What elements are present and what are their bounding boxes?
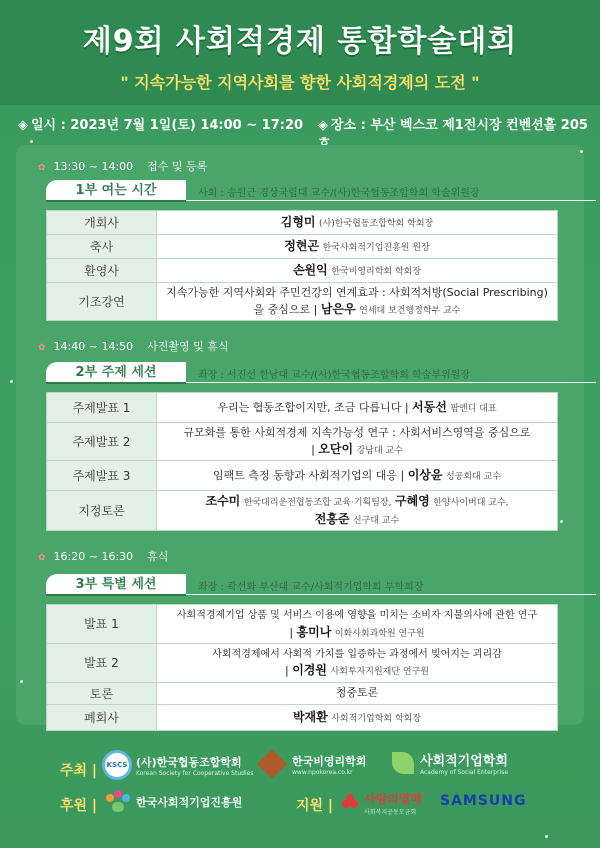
role-cell: 토론 — [47, 682, 157, 704]
session-badge: 1부 여는 시간 — [46, 180, 186, 202]
diamond-icon: ◈ — [18, 118, 28, 133]
snow-dot — [10, 380, 13, 383]
content-cell — [157, 259, 558, 283]
talk-topic: 우리는 협동조합이지만, 조금 다릅니다 | — [217, 400, 413, 414]
schedule-label: 휴식 — [147, 550, 169, 563]
role-cell: 주제발표 2 — [47, 423, 157, 461]
speaker-name: 정현곤 — [284, 238, 320, 253]
talk-topic-cont: 을 중심으로 | — [253, 302, 321, 316]
talk-topic: 임팩트 측정 동향과 사회적기업의 대응 | — [212, 469, 408, 483]
samsung-logo: SAMSUNG — [440, 793, 527, 809]
table-row — [47, 461, 558, 491]
table-row — [47, 704, 558, 730]
snow-dot — [560, 520, 563, 523]
schedule-time: 14:40 ~ 14:50 — [53, 340, 134, 353]
table-row — [47, 393, 558, 423]
speaker-affiliation: 강남대 교수 — [356, 445, 403, 456]
table-row — [47, 259, 558, 283]
schedule-item — [38, 338, 229, 354]
kscs-icon: KSCS — [102, 750, 132, 780]
chest-sub: 사회복지공동모금회 — [364, 809, 417, 816]
schedule-time: 16:20 ~ 16:30 — [53, 550, 134, 563]
divider — [186, 200, 596, 201]
page-subtitle: " 지속가능한 지역사회를 향한 사회적경제의 도전 " — [120, 73, 480, 92]
se-logo — [392, 750, 508, 776]
speaker-affiliation: 팜앤디 대표 — [450, 403, 497, 414]
speaker-affiliation: 한국사회적기업진흥원 원장 — [322, 242, 430, 253]
speaker-name: 김형미 — [280, 214, 316, 229]
speaker-affiliation: 사회투자지원재단 연구원 — [330, 667, 429, 678]
role-cell: 발표 1 — [47, 605, 157, 644]
speaker-name: 조수미 — [205, 494, 241, 509]
speaker-affiliation: 사회적기업학회 학회장 — [331, 713, 422, 724]
content-cell — [157, 423, 558, 461]
event-date — [18, 114, 303, 133]
speaker-affiliation: 한국비영리학회 학회장 — [331, 266, 422, 277]
speaker-name: 박재환 — [292, 709, 328, 724]
content-cell — [157, 643, 558, 682]
sponsor-label: 후원 | — [60, 798, 98, 814]
snow-dot — [545, 835, 548, 838]
speaker-affiliation: (사)한국협동조합학회 학회장 — [319, 218, 434, 229]
chest-name: 사랑의열매 — [364, 792, 422, 806]
snow-dot — [20, 680, 23, 683]
fruit-icon — [342, 794, 360, 812]
session-table — [46, 604, 558, 731]
table-row — [47, 682, 558, 704]
role-cell: 폐회사 — [47, 704, 157, 730]
content-cell — [157, 605, 558, 644]
npo-sub: www.npokorea.co.kr — [292, 768, 353, 776]
speaker-name: 서동선 — [412, 399, 447, 414]
content-cell — [157, 704, 558, 730]
schedule-label: 접수 및 등록 — [147, 160, 208, 173]
role-cell: 축사 — [47, 235, 157, 259]
talk-topic: 사회적경제에서 사회적 가치를 입증하는 과정에서 빚어지는 괴리감 — [212, 648, 502, 660]
content-cell — [157, 211, 558, 235]
event-place-text: 장소 : 부산 벡스코 제1전시장 컨벤션홀 205 — [331, 118, 588, 133]
leaf-icon — [392, 752, 414, 774]
speaker-name: 이경원 — [292, 663, 327, 678]
speaker-name: 오단이 — [318, 441, 354, 456]
speaker-name: 손원익 — [292, 262, 328, 277]
header-band — [0, 0, 600, 105]
talk-topic-cont: | — [285, 664, 293, 678]
snow-dot — [30, 140, 33, 143]
role-cell: 발표 2 — [47, 643, 157, 682]
session-table — [46, 210, 558, 321]
divider — [186, 594, 596, 595]
speaker-affiliation: 연세대 보건행정학부 교수 — [359, 305, 461, 316]
flower-icon: ✿ — [38, 553, 46, 563]
page-title: 제9회 사회적경제 통합학술대회 — [82, 24, 518, 59]
npo-logo — [258, 750, 366, 778]
content-cell — [157, 235, 558, 259]
speaker-affiliation: 신구대 교수 — [352, 515, 400, 526]
content-cell — [157, 682, 558, 704]
session-table — [46, 392, 558, 531]
speaker-affiliation: 한양사이버대 교수, — [433, 498, 509, 509]
kosea-name: 한국사회적기업진흥원 — [136, 796, 243, 809]
session-badge: 3부 특별 세션 — [46, 574, 186, 596]
chest-logo — [342, 790, 422, 816]
talk-topic: 청중토론 — [335, 686, 379, 700]
support-label: 지원 | — [296, 798, 334, 814]
role-cell: 주제발표 1 — [47, 393, 157, 423]
speaker-name: 구혜영 — [394, 494, 430, 509]
table-row — [47, 235, 558, 259]
speaker-affiliation: 이화사회과학원 연구원 — [334, 628, 425, 639]
speaker-name: 남은우 — [320, 301, 356, 316]
table-row — [47, 283, 558, 321]
event-date-text: 일시 : 2023년 7월 1일(토) 14:00 ~ 17:20 — [31, 118, 304, 133]
speaker-name: 이상윤 — [407, 468, 443, 483]
content-cell — [157, 461, 558, 491]
role-cell: 환영사 — [47, 259, 157, 283]
role-cell: 지정토론 — [47, 491, 157, 531]
host-label: 주최 | — [60, 763, 98, 779]
flower-icon: ✿ — [38, 343, 46, 353]
talk-topic: 지속가능한 지역사회와 주민건강의 연계효과 : 사회적처방(Social Prescribing) — [166, 286, 548, 299]
diamond-icon: ◈ — [318, 118, 328, 133]
se-name: 사회적기업학회 — [420, 754, 508, 769]
kosea-logo — [106, 790, 242, 814]
schedule-item — [38, 158, 207, 174]
role-cell: 기조강연 — [47, 283, 157, 321]
schedule-item — [38, 548, 168, 564]
content-cell — [157, 283, 558, 321]
schedule-time: 13:30 ~ 14:00 — [53, 160, 134, 173]
session-badge: 2부 주제 세션 — [46, 362, 186, 384]
se-sub: Academy of Social Enterprise — [420, 769, 509, 776]
content-cell — [157, 491, 558, 531]
talk-topic: 규모화를 통한 사회적경제 지속가능성 연구 : 사회서비스영역을 중심으로 — [183, 426, 531, 439]
divider — [186, 382, 596, 383]
kscs-logo — [102, 750, 253, 780]
speaker-affiliation: 한국대리운전협동조합 교육·기획팀장, — [243, 498, 392, 509]
role-cell: 주제발표 3 — [47, 461, 157, 491]
schedule-label: 사진촬영 및 휴식 — [147, 340, 229, 353]
content-cell — [157, 393, 558, 423]
table-row — [47, 211, 558, 235]
session-chair: 사회 : 송원근 경상국립대 교수/(사)한국협동조합학회 학술위원장 — [198, 188, 480, 199]
session-chair: 좌장 : 서진선 한남대 교수/(사)한국협동조합학회 학술부위원장 — [198, 370, 470, 381]
talk-topic-cont: | — [289, 625, 297, 639]
table-row — [47, 491, 558, 531]
speaker-name: 전홍준 — [314, 511, 350, 526]
people-icon — [106, 790, 130, 814]
flower-icon: ✿ — [38, 163, 46, 173]
talk-topic: 사회적경제기업 상품 및 서비스 이용에 영향을 미치는 소비자 지불의사에 관한 연구 — [176, 610, 538, 621]
table-row — [47, 643, 558, 682]
speaker-affiliation: 성공회대 교수 — [445, 472, 501, 483]
kscs-sub: Korean Society for Cooperative Studies — [136, 769, 254, 777]
npo-name: 한국비영리학회 — [292, 754, 367, 768]
table-row — [47, 423, 558, 461]
table-row — [47, 605, 558, 644]
session-chair: 좌장 : 곽선화 부산대 교수/사회적기업학회 부학회장 — [198, 582, 424, 593]
npo-icon — [257, 749, 287, 779]
talk-topic-cont: | — [311, 442, 319, 456]
speaker-name: 홍미나 — [296, 624, 332, 639]
kscs-name: (사)한국협동조합학회 — [136, 755, 242, 769]
snow-dot — [580, 150, 583, 153]
role-cell: 개회사 — [47, 211, 157, 235]
